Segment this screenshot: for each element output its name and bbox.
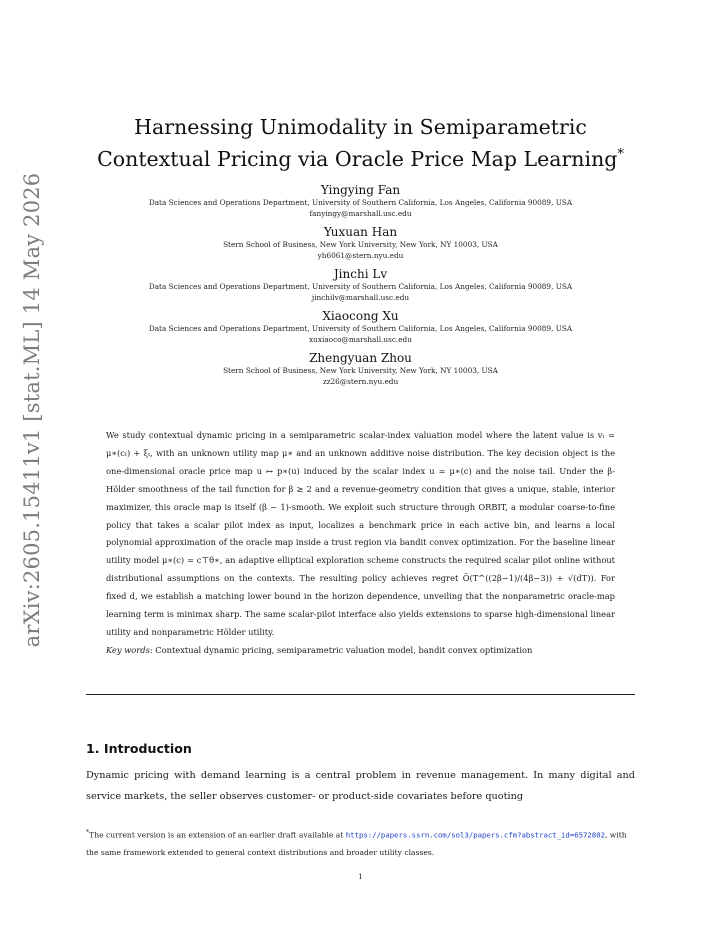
author-block [86,309,635,345]
title-line-1: Harnessing Unimodality in Semiparametric [134,115,587,139]
author-email: jinchilv@marshall.usc.edu [311,292,410,302]
author-name: Zhengyuan Zhou [309,351,412,365]
title-line-2: Contextual Pricing via Oracle Price Map Learning* [97,146,624,171]
arxiv-identifier: arXiv:2605.15411v1 [stat.ML] 14 May 2026 [20,172,44,648]
author-list [86,183,635,393]
section-divider [86,694,635,695]
author-block [86,225,635,261]
author-block [86,267,635,303]
author-email: fanyingy@marshall.usc.edu [309,208,412,218]
keywords-label: Key words [106,644,150,655]
author-name: Yuxuan Han [323,225,398,239]
author-block [86,183,635,219]
author-email: zz26@stern.nyu.edu [322,376,399,386]
footnote-link[interactable]: https://papers.ssrn.com/sol3/papers.cfm?abstract_id=6572802 [345,830,605,840]
author-email: yh6061@stern.nyu.edu [317,250,404,260]
author-name: Yingying Fan [320,183,401,197]
author-name: Xiaocong Xu [322,309,399,323]
paper-title [86,113,635,173]
author-affiliation: Stern School of Business, New York University, New York, NY 10003, USA [223,366,498,375]
footnote-text-post: , with the same framework extended to general context distributions and broader utility classes. [86,830,627,857]
author-block [86,351,635,387]
keywords-text: : Contextual dynamic pricing, semiparametric valuation model, bandit convex optimization [149,644,533,655]
author-email: xuxiaoco@marshall.usc.edu [309,334,412,344]
footnote [86,824,635,861]
abstract [106,427,615,660]
section-heading-introduction: 1. Introduction [86,741,192,756]
abstract-text: We study contextual dynamic pricing in a semiparametric scalar-index valuation model where the latent value is vₜ = μ∗(cₜ) + ξₜ, with an unknown utility map μ∗ and an unknown additive noise distribution. The key decision object is the one-dimensional oracle price map u ↦ p∗(u) induced by the scalar index u = μ∗(c) and the noise tail. Under the β-Hölder smoothness of the tail function for β ≥ 2 and a revenue-geometry condition that gives a unique, stable, interior maximizer, this oracle map is itself (β − 1)-smooth. We exploit such structure through ORBIT, a modular coarse-to-fine policy that takes a scalar pilot index as input, localizes a benchmark price in each active bin, and learns a local polynomial approximation of the oracle map inside a trust region via bandit convex optimization. For the baseline linear utility model μ∗(c) = c⊤θ∗, an adaptive elliptical exploration scheme constructs the required scalar pilot online without distributional assumptions on the contexts. The resulting policy achieves regret Õ(T^((2β−1)/(4β−3)) + √(dT)). For fixed d, we establish a matching lower bound in the horizon dependence, unveiling that the nonparametric oracle-map learning term is minimax sharp. The same scalar-pilot interface also yields extensions to sparse high-dimensional linear utility and nonparametric Hölder utility. [106,430,615,637]
author-affiliation: Stern School of Business, New York University, New York, NY 10003, USA [223,240,498,249]
author-affiliation: Data Sciences and Operations Department, University of Southern California, Los Angeles, California 90089, USA [148,198,573,207]
author-affiliation: Data Sciences and Operations Department, University of Southern California, Los Angeles, California 90089, USA [148,282,573,291]
author-name: Jinchi Lv [333,267,388,281]
footnote-text-pre: The current version is an extension of an earlier draft available at [89,830,346,840]
page-number: 1 [358,872,363,881]
footnote-mark: * [86,829,90,836]
author-affiliation: Data Sciences and Operations Department, University of Southern California, Los Angeles, California 90089, USA [148,324,573,333]
introduction-text: Dynamic pricing with demand learning is a central problem in revenue management. In many digital and service markets, the seller observes customer- or product-side covariates before quoting [86,770,635,802]
arxiv-sidebar-stamp [8,150,56,670]
keywords [106,642,615,660]
title-footnote-mark: * [617,147,624,162]
